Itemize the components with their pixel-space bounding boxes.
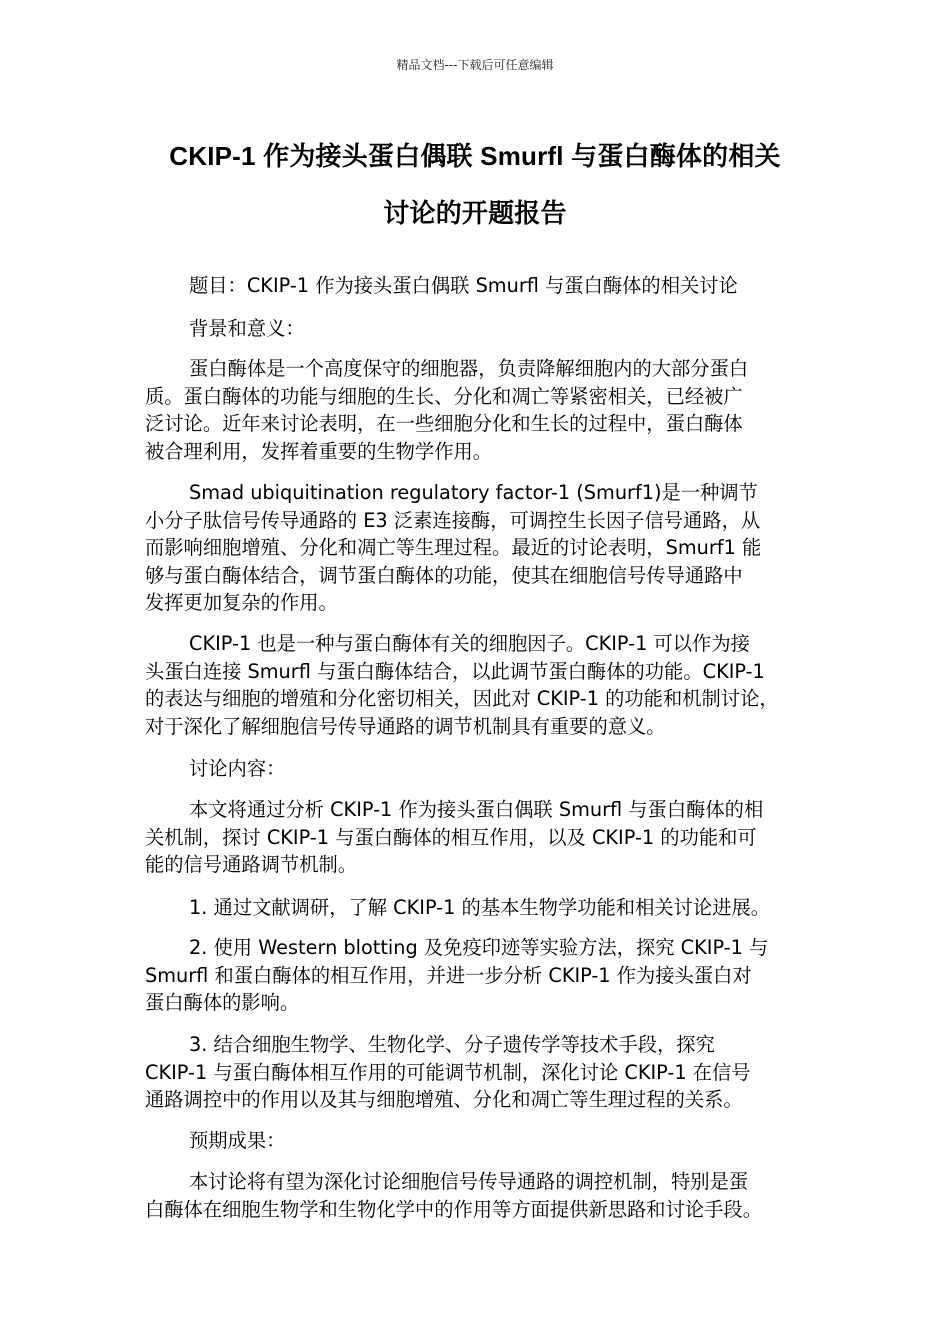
text-line: 小分子肽信号传导通路的 E3 泛素连接酶，可调控生长因子信号通路，从	[145, 508, 761, 532]
document-title-line-1: CKIP-1 作为接头蛋白偶联 Smurfl 与蛋白酶体的相关	[169, 141, 781, 171]
content-heading-text: 讨论内容：	[189, 757, 286, 780]
text-line: Smurfl 和蛋白酶体的相互作用，并进一步分析 CKIP-1 作为接头蛋白对	[145, 963, 752, 987]
content-paragraph	[145, 796, 815, 879]
background-paragraph-3	[145, 630, 815, 740]
expected-heading	[145, 1127, 815, 1155]
text-line: 够与蛋白酶体结合，调节蛋白酶体的功能，使其在细胞信号传导通路中	[145, 563, 743, 587]
page-header: 精品文档---下载后可任意编辑	[396, 58, 554, 72]
text-line: 头蛋白连接 Smurfl 与蛋白酶体结合，以此调节蛋白酶体的功能。CKIP-1	[145, 659, 765, 683]
research-item-2	[145, 934, 815, 1017]
text-line: 能的信号通路调节机制。	[145, 853, 358, 876]
text-line: 质。蛋白酶体的功能与细胞的生长、分化和凋亡等紧密相关，已经被广	[145, 384, 743, 408]
text-line: 3. 结合细胞生物学、生物化学、分子遗传学等技术手段，探究	[189, 1033, 715, 1056]
topic-paragraph	[145, 272, 815, 300]
text-line: 对于深化了解细胞信号传导通路的调节机制具有重要的意义。	[145, 714, 666, 738]
topic-line: 题目：CKIP-1 作为接头蛋白偶联 Smurfl 与蛋白酶体的相关讨论	[189, 274, 738, 297]
text-line: 关机制，探讨 CKIP-1 与蛋白酶体的相互作用，以及 CKIP-1 的功能和可	[145, 825, 757, 849]
background-heading-text: 背景和意义：	[189, 317, 305, 340]
text-line: 发挥更加复杂的作用。	[145, 591, 338, 614]
background-paragraph-1	[145, 355, 815, 465]
text-line: 泛讨论。近年来讨论表明，在一些细胞分化和生长的过程中，蛋白酶体	[145, 412, 743, 435]
text-line: 的表达与细胞的增殖和分化密切相关，因此对 CKIP-1 的功能和机制讨论，	[145, 687, 779, 710]
expected-heading-text: 预期成果：	[189, 1129, 286, 1152]
background-paragraph-2	[145, 479, 815, 617]
research-item-1	[145, 894, 815, 922]
expected-paragraph	[145, 1168, 815, 1223]
text-line: 本讨论将有望为深化讨论细胞信号传导通路的调控机制，特别是蛋	[189, 1170, 749, 1193]
text-line: 白酶体在细胞生物学和生物化学中的作用等方面提供新思路和讨论手段。	[145, 1197, 762, 1221]
research-item-3	[145, 1031, 815, 1114]
text-line: 被合理利用，发挥着重要的生物学作用。	[145, 439, 493, 463]
text-line: 蛋白酶体的影响。	[145, 991, 300, 1014]
content-heading	[145, 755, 815, 783]
text-line: 本文将通过分析 CKIP-1 作为接头蛋白偶联 Smurfl 与蛋白酶体的相	[189, 798, 764, 821]
text-line: CKIP-1 与蛋白酶体相互作用的可能调节机制，深化讨论 CKIP-1 在信号	[145, 1060, 751, 1084]
document-title-line-2: 讨论的开题报告	[383, 198, 567, 228]
text-line: 通路调控中的作用以及其与细胞增殖、分化和凋亡等生理过程的关系。	[145, 1088, 743, 1111]
text-line: 而影响细胞增殖、分化和凋亡等生理过程。最近的讨论表明，Smurf1 能	[145, 536, 762, 559]
text-line: CKIP-1 也是一种与蛋白酶体有关的细胞因子。CKIP-1 可以作为接	[189, 632, 750, 655]
background-heading	[145, 315, 815, 343]
text-line: 蛋白酶体是一个高度保守的细胞器，负责降解细胞内的大部分蛋白	[189, 357, 749, 380]
text-line: Smad ubiquitination regulatory factor-1 (Smurf1)是一种调节	[189, 481, 758, 504]
text-line: 2. 使用 Western blotting 及免疫印迹等实验方法，探究 CKIP-1 与	[189, 936, 769, 959]
text-line: 1. 通过文献调研，了解 CKIP-1 的基本生物学功能和相关讨论进展。	[189, 896, 771, 919]
